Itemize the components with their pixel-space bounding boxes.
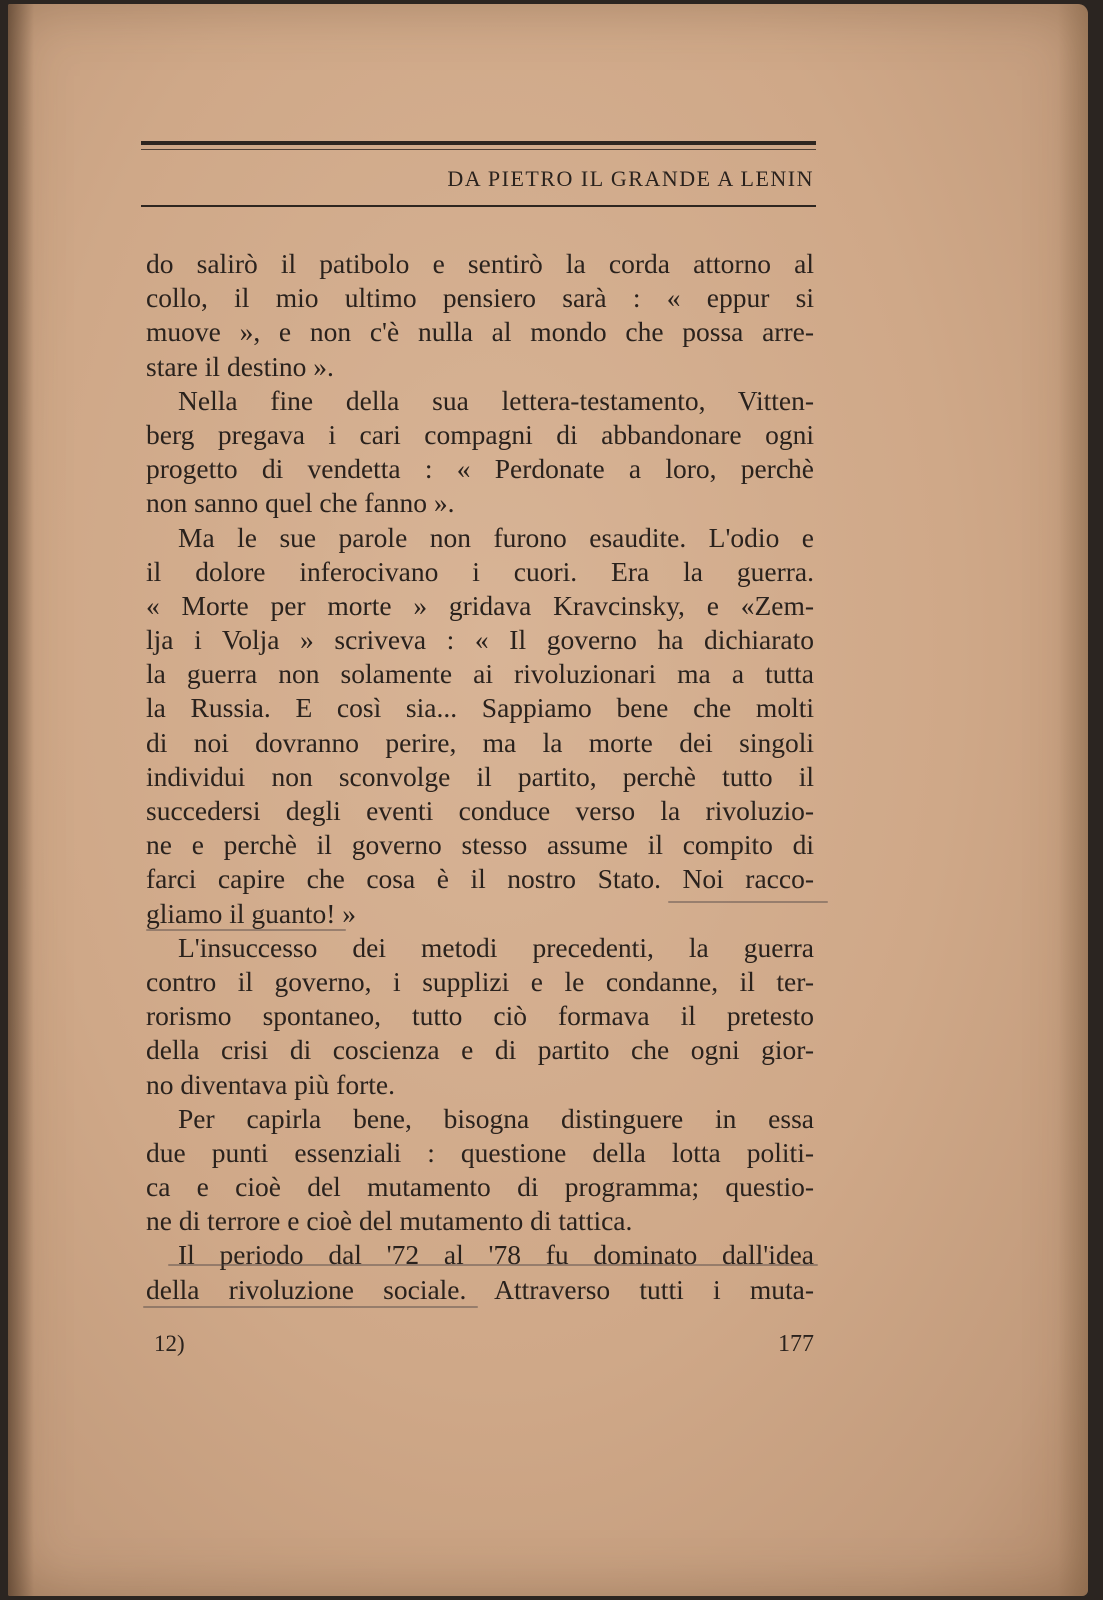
text-line: succedersi degli eventi conduce verso la rivoluzio- xyxy=(146,795,814,826)
text-line: lja i Volja » scriveva : « Il governo ha dichiarato xyxy=(146,624,814,656)
text-line: il dolore inferocivano i cuori. Era la guerra. xyxy=(146,555,814,587)
text-line: stare il destino ». xyxy=(146,350,334,382)
pencil-underline xyxy=(168,1264,818,1266)
text-line: due punti essenziali : questione della lotta politi- xyxy=(146,1136,814,1168)
body-text xyxy=(146,247,814,1307)
text-line: ca e cioè del mutamento di programma; questio- xyxy=(146,1171,814,1203)
text-line: Il periodo dal '72 al '78 fu dominato dall'idea xyxy=(178,1239,814,1271)
text-line: muove », e non c'è nulla al mondo che possa arre- xyxy=(146,316,814,348)
text-line: berg pregava i cari compagni di abbandonare ogni xyxy=(146,418,814,450)
text-line: la guerra non solamente ai rivoluzionari ma a tutta xyxy=(146,658,814,690)
text-line: della crisi di coscienza e di partito che ogni gior- xyxy=(146,1034,814,1066)
running-head: DA PIETRO IL GRANDE A LENIN xyxy=(447,166,814,191)
text-line: do salirò il patibolo e sentirò la corda attorno al xyxy=(146,248,814,279)
header-rule-top-thin xyxy=(141,149,816,150)
text-line: di noi dovranno perire, ma la morte dei singoli xyxy=(146,726,814,758)
text-line: Per capirla bene, bisogna distinguere in essa xyxy=(178,1102,814,1134)
text-line: no diventava più forte. xyxy=(146,1068,395,1100)
text-line: L'insuccesso dei metodi precedenti, la guerra xyxy=(178,931,814,963)
text-line: la Russia. E così sia... Sappiamo bene che molti xyxy=(146,692,814,724)
text-line: ne di terrore e cioè del mutamento di tattica. xyxy=(146,1205,633,1237)
signature-mark: 12) xyxy=(154,1331,185,1356)
text-line: individui non sconvolge il partito, perchè tutto il xyxy=(146,760,814,792)
text-line: contro il governo, i supplizi e le condanne, il ter- xyxy=(146,965,814,997)
page-number: 177 xyxy=(778,1331,814,1357)
header-rule-top xyxy=(141,141,816,145)
text-line: rorismo spontaneo, tutto ciò formava il pretesto xyxy=(146,1000,814,1032)
pencil-underline xyxy=(668,901,828,903)
header-rule-bottom xyxy=(141,205,816,207)
text-line: « Morte per morte » gridava Kravcinsky, e «Zem- xyxy=(146,589,814,621)
pencil-underline xyxy=(146,929,346,931)
pencil-underline xyxy=(143,1306,478,1308)
text-line: della rivoluzione sociale. Attraverso tutti i muta- xyxy=(146,1273,814,1305)
text-line: Nella fine della sua lettera-testamento, Vitten- xyxy=(178,384,814,416)
text-line: farci capire che cosa è il nostro Stato. Noi racco- xyxy=(146,863,814,895)
text-line: non sanno quel che fanno ». xyxy=(146,487,455,519)
text-line: collo, il mio ultimo pensiero sarà : « eppur si xyxy=(146,282,814,314)
book-page xyxy=(8,4,1088,1596)
text-line: Ma le sue parole non furono esaudite. L'odio e xyxy=(178,521,814,553)
text-line: progetto di vendetta : « Perdonate a loro, perchè xyxy=(146,453,814,485)
text-line: gliamo il guanto! » xyxy=(146,897,357,929)
text-line: ne e perchè il governo stesso assume il compito di xyxy=(146,829,814,861)
